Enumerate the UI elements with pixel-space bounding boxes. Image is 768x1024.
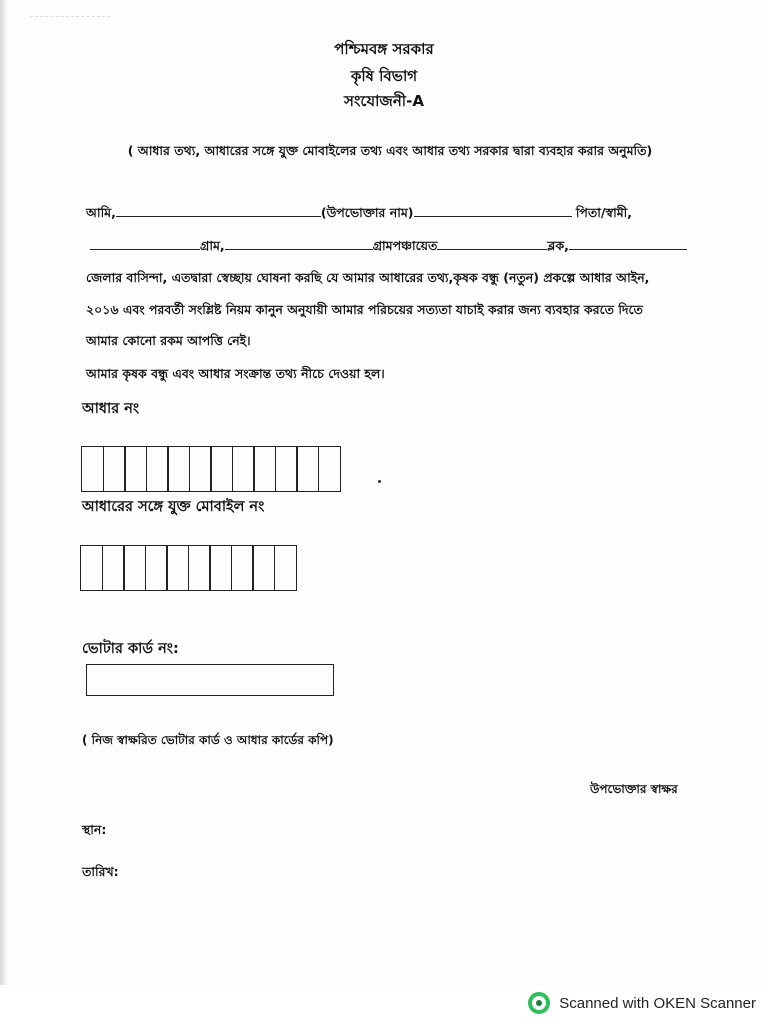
village-blank[interactable] — [225, 238, 373, 250]
beneficiary-name-label: (উপভোক্তার নাম) — [320, 205, 414, 220]
block-label: ব্লক, — [547, 238, 569, 253]
form-line-address — [90, 238, 702, 258]
mobile-digit-box[interactable] — [166, 545, 189, 591]
mobile-digit-box[interactable] — [231, 545, 254, 591]
mobile-digit-box[interactable] — [80, 545, 103, 591]
aadhaar-digit-box[interactable] — [210, 446, 233, 492]
mobile-digit-box[interactable] — [145, 545, 168, 591]
aadhaar-digit-box[interactable] — [232, 446, 255, 492]
mobile-digit-box[interactable] — [102, 545, 125, 591]
ami-label: আমি, — [86, 205, 116, 220]
place-label: স্থান: — [82, 822, 107, 837]
form-line-name — [86, 205, 698, 225]
declaration-para-3: আমার কোনো রকম আপত্তি নেই। — [86, 333, 251, 348]
header-annexure: সংযোজনী-A — [344, 92, 424, 110]
aadhaar-digit-box[interactable] — [296, 446, 319, 492]
declaration-para-4: আমার কৃষক বন্ধু এবং আধার সংক্রান্ত তথ্য নীচে দেওয়া হল। — [86, 366, 385, 381]
village-label: গ্রাম, — [200, 238, 225, 253]
aadhaar-digit-box[interactable] — [103, 446, 126, 492]
aadhaar-digit-box[interactable] — [189, 446, 212, 492]
blank-before-village[interactable] — [90, 238, 200, 250]
scanner-watermark — [527, 991, 756, 1015]
voter-card-field[interactable] — [86, 664, 334, 696]
father-husband-label: পিতা/স্বামী, — [575, 205, 632, 220]
oken-scanner-logo-icon — [527, 991, 551, 1015]
name-blank[interactable] — [116, 205, 321, 217]
voter-label: ভোটার কার্ড নং: — [82, 641, 179, 657]
mobile-digit-box[interactable] — [188, 545, 211, 591]
mobile-label: আধারের সঙ্গে যুক্ত মোবাইল নং — [82, 499, 265, 515]
aadhaar-digit-boxes — [81, 446, 339, 492]
declaration-para-2: ২০১৬ এবং পরবর্তী সংশ্লিষ্ট নিয়ম কানুন অনুযায়ী আমার পরিচয়ের সত্যতা যাচাই করার জন্য ব্যবহার করতে দিতে — [86, 302, 643, 317]
aadhaar-digit-box[interactable] — [253, 446, 276, 492]
mobile-digit-box[interactable] — [209, 545, 232, 591]
aadhaar-digit-box[interactable] — [318, 446, 341, 492]
date-label: তারিখ: — [82, 864, 119, 879]
gram-panchayat-blank[interactable] — [437, 238, 547, 250]
aadhaar-digit-box[interactable] — [124, 446, 147, 492]
signature-label: উপভোক্তার স্বাক্ষর — [590, 782, 678, 796]
page-edge-shadow — [0, 0, 8, 985]
aadhaar-digit-box[interactable] — [275, 446, 298, 492]
aadhaar-digit-box[interactable] — [167, 446, 190, 492]
father-name-blank[interactable] — [414, 205, 572, 217]
aadhaar-label: আধার নং — [82, 401, 140, 417]
header-department: কৃষি বিভাগ — [350, 67, 418, 85]
gram-panchayat-label: গ্রামপঞ্চায়েত — [372, 238, 438, 253]
aadhaar-digit-box[interactable] — [81, 446, 104, 492]
top-smudge — [30, 16, 110, 24]
declaration-para-1: জেলার বাসিন্দা, এতদ্বারা স্বেচ্ছায় ঘোষনা করছি যে আমার আধারের তথ্য,কৃষক বন্ধু (নতুন) প্রকল্পে আধার আইন, — [86, 270, 650, 285]
attachment-note: ( নিজ স্বাক্ষরিত ভোটার কার্ড ও আধার কার্ডের কপি) — [82, 733, 334, 747]
mobile-digit-box[interactable] — [252, 545, 275, 591]
mobile-digit-box[interactable] — [274, 545, 297, 591]
consent-subtitle: ( আধার তথ্য, আধারের সঙ্গে যুক্ত মোবাইলের তথ্য এবং আধার তথ্য সরকার দ্বারা ব্যবহার করার অনুমতি) — [127, 143, 653, 158]
aadhaar-digit-box[interactable] — [146, 446, 169, 492]
mobile-digit-boxes — [80, 545, 295, 591]
footer-bar — [0, 985, 768, 1024]
stray-mark — [378, 480, 381, 483]
mobile-digit-box[interactable] — [123, 545, 146, 591]
block-blank[interactable] — [569, 238, 687, 250]
header-government: পশ্চিমবঙ্গ সরকার — [334, 40, 434, 58]
scanner-text: Scanned with OKEN Scanner — [559, 994, 756, 1012]
